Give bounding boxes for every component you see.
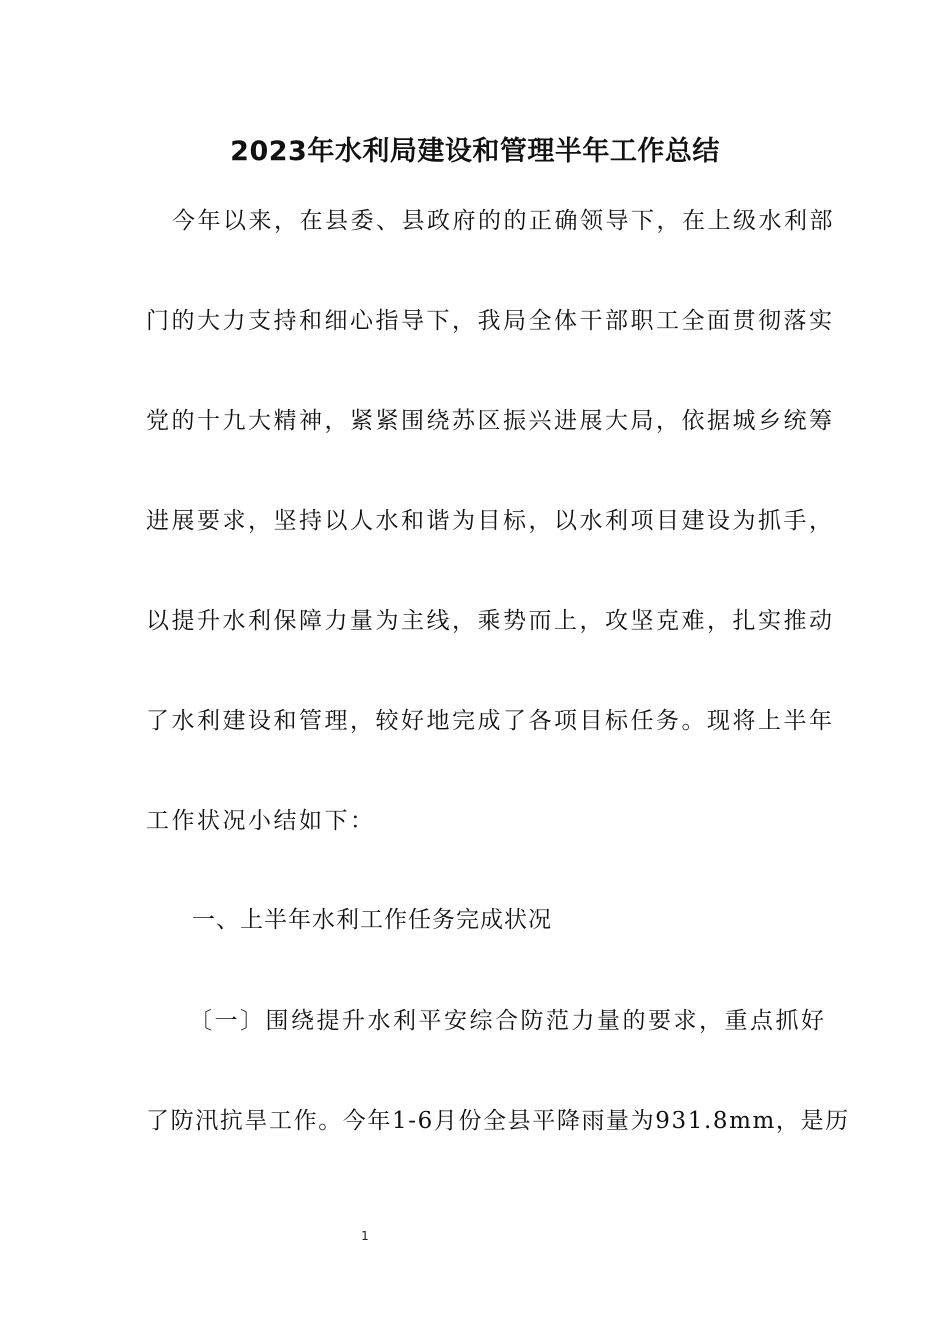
paragraph-1-line-3: 党的十九大精神，紧紧围绕苏区振兴进展大局，依据城乡统筹 (146, 408, 835, 434)
paragraph-1-line-7: 工作状况小结如下： (146, 808, 376, 834)
paragraph-2-line-1: 〔一〕围绕提升水利平安综合防范力量的要求，重点抓好 (189, 1008, 827, 1034)
section-heading: 一、上半年水利工作任务完成状况 (192, 907, 552, 933)
page-number: 1 (361, 1229, 369, 1243)
paragraph-2-line-2: 了防汛抗旱工作。今年1-6月份全县平降雨量为931.8mm，是历 (146, 1108, 850, 1134)
paragraph-1-line-2: 门的大力支持和细心指导下，我局全体干部职工全面贯彻落实 (146, 308, 835, 334)
paragraph-1-line-5: 以提升水利保障力量为主线，乘势而上，攻坚克难，扎实推动 (146, 608, 835, 634)
document-title: 2023年水利局建设和管理半年工作总结 (230, 136, 720, 167)
paragraph-1-line-6: 了水利建设和管理，较好地完成了各项目标任务。现将上半年 (146, 708, 835, 734)
paragraph-1-line-4: 进展要求，坚持以人水和谐为目标，以水利项目建设为抓手， (146, 508, 835, 534)
paragraph-1-line-1: 今年以来，在县委、县政府的的正确领导下，在上级水利部 (172, 208, 835, 234)
